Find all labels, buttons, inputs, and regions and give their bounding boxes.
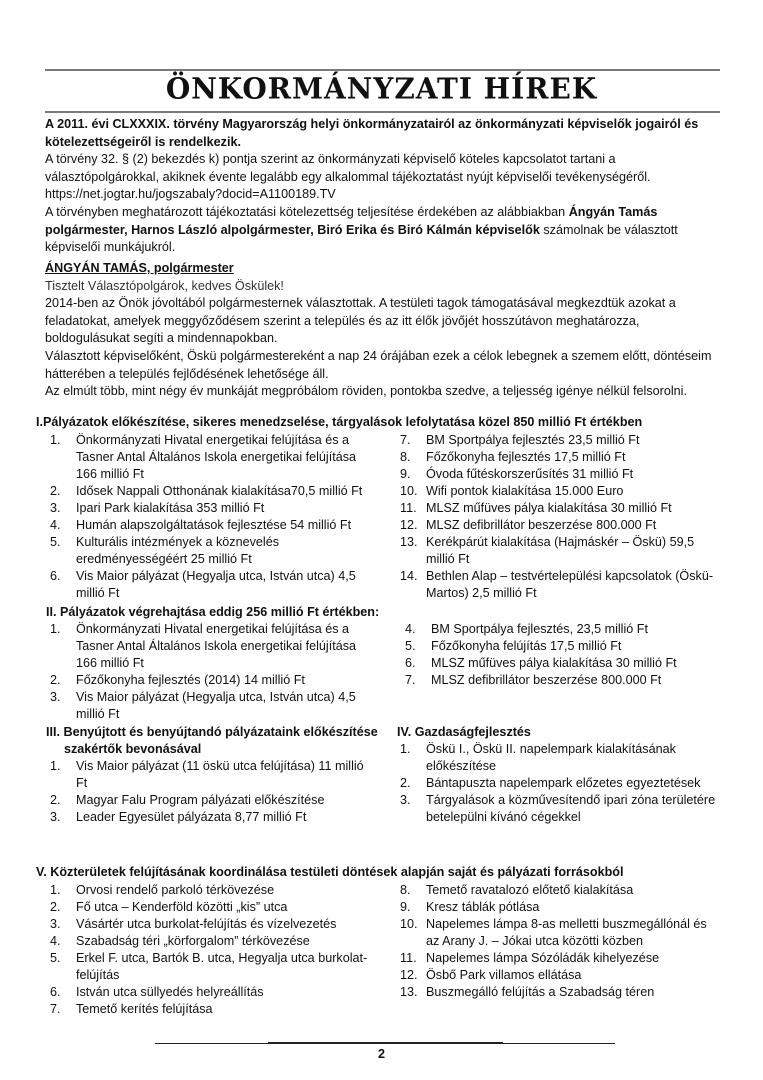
list-item-number: 4. bbox=[50, 934, 61, 948]
list-item-text: Erkel F. utca, Bartók B. utca, Hegyalja utca burkolat-felújítás bbox=[76, 951, 368, 982]
list-item-number: 7. bbox=[405, 673, 416, 687]
list-item bbox=[50, 809, 370, 826]
list-item-text: Humán alapszolgáltatások fejlesztése 54 millió Ft bbox=[76, 518, 352, 532]
list-item bbox=[50, 500, 370, 517]
list-item-number: 4. bbox=[50, 518, 61, 532]
list-item-number: 6. bbox=[405, 656, 416, 670]
list-item-text: Öskü I., Öskü II. napelempark kialakításának előkészítése bbox=[426, 742, 676, 773]
list-item-text: BM Sportpálya fejlesztés 23,5 millió Ft bbox=[426, 433, 640, 447]
section-1-heading: I.Pályázatok előkészítése, sikeres menedzselése, tárgyalások lefolytatása közel 850 millió Ft értékben bbox=[36, 415, 643, 429]
list-item-text: Kresz táblák pótlása bbox=[426, 900, 540, 914]
section-2-heading: II. Pályázatok végrehajtása eddig 256 millió Ft értékben: bbox=[46, 605, 380, 619]
list-item-number: 3. bbox=[50, 917, 61, 931]
list-item bbox=[50, 933, 370, 950]
list-item-number: 3. bbox=[50, 690, 61, 704]
list-item-number: 5. bbox=[50, 535, 61, 549]
list-item bbox=[405, 638, 725, 655]
list-item-number: 12. bbox=[400, 968, 418, 982]
list-item-text: Főzőkonyha fejlesztés (2014) 14 millió Ft bbox=[76, 673, 305, 687]
list-item bbox=[400, 568, 720, 602]
list-item-text: Ösbő Park villamos ellátása bbox=[426, 968, 582, 982]
list-item bbox=[50, 899, 370, 916]
list-item-number: 2. bbox=[400, 776, 411, 790]
footer-rule-left bbox=[155, 1043, 270, 1044]
list-item-text: Óvoda fűtéskorszerűsítés 31 millió Ft bbox=[426, 467, 634, 481]
section-2-list-left bbox=[50, 621, 370, 723]
list-item bbox=[400, 984, 720, 1001]
list-item bbox=[405, 621, 725, 638]
list-item-number: 5. bbox=[50, 951, 61, 965]
list-item-text: Bethlen Alap – testvértelepülési kapcsolatok (Öskü-Martos) 2,5 millió Ft bbox=[426, 569, 714, 600]
report-intro-text-a: A törvényben meghatározott tájékoztatási kötelezettség teljesítése érdekében az alábbiakban bbox=[45, 204, 569, 219]
list-item-text: MLSZ műfüves pálya kialakítása 30 millió Ft bbox=[431, 656, 677, 670]
list-item-text: Vis Maior pályázat (Hegyalja utca, István utca) 4,5 millió Ft bbox=[76, 690, 356, 721]
list-item-text: Önkormányzati Hivatal energetikai felújítása és a Tasner Antal Általános Iskola energetikai felújítása 166 millió Ft bbox=[76, 622, 357, 670]
list-item-number: 7. bbox=[50, 1002, 61, 1016]
footer-rule-right bbox=[500, 1043, 615, 1044]
list-item-number: 1. bbox=[400, 742, 411, 756]
list-item-number: 9. bbox=[400, 900, 411, 914]
list-item-number: 1. bbox=[50, 622, 61, 636]
page-title: ÖNKORMÁNYZATI HÍREK bbox=[165, 71, 598, 106]
list-item-number: 11. bbox=[400, 501, 417, 515]
list-item-text: Fő utca – Kenderföld közötti „kis” utca bbox=[76, 900, 288, 914]
section-3-heading: III. Benyújtott és benyújtandó pályázataink előkészítése szakértők bevonásával bbox=[46, 725, 378, 756]
list-item-text: MLSZ műfüves pálya kialakítása 30 millió Ft bbox=[426, 501, 672, 515]
list-item bbox=[50, 916, 370, 933]
mayor-report bbox=[45, 260, 725, 401]
list-item-number: 1. bbox=[50, 433, 61, 447]
list-item-number: 2. bbox=[50, 484, 61, 498]
list-item bbox=[400, 449, 720, 466]
footer-rule-center bbox=[268, 1042, 503, 1044]
list-item-number: 9. bbox=[400, 467, 411, 481]
title-underline-rule bbox=[45, 111, 720, 113]
list-item bbox=[50, 483, 370, 500]
list-item-number: 14. bbox=[400, 569, 418, 583]
list-item bbox=[50, 517, 370, 534]
section-1-list-left bbox=[50, 432, 370, 602]
section-2-list-right bbox=[405, 621, 725, 689]
list-item-text: Napelemes lámpa 8-as melletti buszmegállónál és az Arany J. – Jókai utca közötti közben bbox=[426, 917, 707, 948]
list-item bbox=[400, 534, 720, 568]
list-item-number: 2. bbox=[50, 900, 61, 914]
list-item bbox=[400, 517, 720, 534]
list-item-number: 5. bbox=[405, 639, 416, 653]
list-item-number: 2. bbox=[50, 793, 61, 807]
mayor-heading: ÁNGYÁN TAMÁS, polgármester bbox=[45, 261, 234, 275]
list-item-text: Önkormányzati Hivatal energetikai felújítása és a Tasner Antal Általános Iskola energetikai felújítása 166 millió Ft bbox=[76, 433, 357, 481]
list-item-text: Tárgyalások a közművesítendő ipari zóna területére betelepülni kívánó cégekkel bbox=[426, 793, 716, 824]
list-item-number: 1. bbox=[50, 759, 61, 773]
list-item-text: Leader Egyesület pályázata 8,77 millió Ft bbox=[76, 810, 307, 824]
law-paragraph: A törvény 32. § (2) bekezdés k) pontja szerint az önkormányzati képviselő köteles kapcsolatot tartani a választópolgárokkal, akiknek évente legalább egy alkalommal tájékoztatást nyújt képviselői tevékenységéről. https://net.jogtar.hu/jogszabaly?docid=A1100189.TV bbox=[45, 152, 651, 202]
intro-block bbox=[45, 116, 725, 257]
list-item-text: Idősek Nappali Otthonának kialakítása70,5 millió Ft bbox=[76, 484, 363, 498]
list-item bbox=[400, 432, 720, 449]
list-item bbox=[50, 534, 370, 568]
list-item-number: 4. bbox=[405, 622, 416, 636]
list-item bbox=[50, 882, 370, 899]
list-item bbox=[50, 792, 370, 809]
list-item bbox=[400, 741, 720, 775]
list-item bbox=[400, 899, 720, 916]
list-item-text: MLSZ defibrillátor beszerzése 800.000 Ft bbox=[431, 673, 662, 687]
list-item-text: Ipari Park kialakítása 353 millió Ft bbox=[76, 501, 265, 515]
list-item-text: Főzőkonyha felújítás 17,5 millió Ft bbox=[431, 639, 622, 653]
list-item bbox=[405, 655, 725, 672]
list-item-number: 13. bbox=[400, 535, 418, 549]
mayor-paragraph-2: Választott képviselőként, Öskü polgármestereként a nap 24 órájában ezek a célok lebegnek a szemem előtt, döntéseim hátterében a település fejlődésének lehetősége áll. bbox=[45, 348, 712, 381]
report-intro-text-b: számolnak be választott képviselői munkájukról. bbox=[45, 222, 678, 255]
list-item bbox=[50, 432, 370, 483]
list-item bbox=[400, 967, 720, 984]
list-item-text: BM Sportpálya fejlesztés, 23,5 millió Ft bbox=[431, 622, 648, 636]
list-item bbox=[50, 758, 370, 792]
list-item bbox=[50, 568, 370, 602]
list-item-text: István utca süllyedés helyreállítás bbox=[76, 985, 264, 999]
list-item-text: Vis Maior pályázat (Hegyalja utca, István utca) 4,5 millió Ft bbox=[76, 569, 356, 600]
section-5-list-left bbox=[50, 882, 370, 1018]
list-item-number: 8. bbox=[400, 450, 411, 464]
list-item-number: 3. bbox=[400, 793, 411, 807]
list-item-text: Vis Maior pályázat (11 öskü utca felújítása) 11 millió Ft bbox=[76, 759, 364, 790]
list-item bbox=[50, 950, 370, 984]
list-item bbox=[400, 775, 720, 792]
mayor-paragraph-1: 2014-ben az Önök jóvoltából polgármesternek választottak. A testületi tagok támogatásával megkezdtük azokat a feladatokat, amelyek meggyőződésem szerint a település és az itt élők jövőjét hosszútávon meghatározza, boldogulásukat segíti a mindennapokban. bbox=[45, 296, 676, 346]
list-item-text: Kerékpárút kialakítása (Hajmáskér – Öskü) 59,5 millió Ft bbox=[426, 535, 695, 566]
list-item-number: 11. bbox=[400, 951, 417, 965]
section-3-list bbox=[50, 758, 370, 826]
list-item-text: Főzőkonyha fejlesztés 17,5 millió Ft bbox=[426, 450, 626, 464]
list-item-number: 13. bbox=[400, 985, 418, 999]
list-item-number: 6. bbox=[50, 569, 61, 583]
page-number: 2 bbox=[377, 1047, 385, 1061]
list-item-text: Kulturális intézmények a köznevelés eredményességéért 25 millió Ft bbox=[76, 535, 280, 566]
law-statement: A 2011. évi CLXXXIX. törvény Magyarország helyi önkormányzatairól az önkormányzati képviselők jogairól és kötelezettségeiről is rendelkezik. bbox=[45, 117, 699, 149]
list-item-number: 2. bbox=[50, 673, 61, 687]
list-item bbox=[400, 483, 720, 500]
list-item-text: Temető kerítés felújítása bbox=[76, 1002, 213, 1016]
section-5-heading: V. Közterületek felújításának koordinálása testületi döntések alapján saját és pályázati forrásokból bbox=[36, 865, 624, 879]
section-4-list bbox=[400, 741, 720, 826]
list-item-number: 6. bbox=[50, 985, 61, 999]
list-item-text: Magyar Falu Program pályázati előkészítése bbox=[76, 793, 325, 807]
report-intro-names: Ángyán Tamás polgármester, Harnos László alpolgármester, Biró Erika és Biró Kálmán képviselők bbox=[45, 204, 658, 237]
section-1-list-right bbox=[400, 432, 720, 602]
list-item-text: Buszmegálló felújítás a Szabadság téren bbox=[426, 985, 655, 999]
list-item-number: 8. bbox=[400, 883, 411, 897]
list-item bbox=[400, 916, 720, 950]
list-item-text: Bántapuszta napelempark előzetes egyeztetések bbox=[426, 776, 701, 790]
list-item bbox=[50, 621, 370, 672]
list-item bbox=[400, 500, 720, 517]
list-item-text: Szabadság téri „körforgalom” térkövezése bbox=[76, 934, 310, 948]
list-item-text: Vásártér utca burkolat-felújítás és vízelvezetés bbox=[76, 917, 337, 931]
list-item-text: Temető ravatalozó előtető kialakítása bbox=[426, 883, 634, 897]
section-5-list-right bbox=[400, 882, 720, 1001]
list-item bbox=[400, 882, 720, 899]
list-item bbox=[400, 950, 720, 967]
list-item bbox=[50, 672, 370, 689]
list-item bbox=[405, 672, 725, 689]
list-item bbox=[400, 466, 720, 483]
list-item-text: Orvosi rendelő parkoló térkövezése bbox=[76, 883, 275, 897]
list-item-number: 1. bbox=[50, 883, 61, 897]
list-item bbox=[50, 689, 370, 723]
report-intro-paragraph bbox=[45, 204, 725, 257]
list-item-text: Wifi pontok kialakítása 15.000 Euro bbox=[426, 484, 624, 498]
section-4-heading: IV. Gazdaságfejlesztés bbox=[397, 725, 531, 739]
list-item-number: 12. bbox=[400, 518, 418, 532]
list-item-number: 10. bbox=[400, 484, 418, 498]
list-item-text: Napelemes lámpa Sózóládák kihelyezése bbox=[426, 951, 660, 965]
list-item-number: 7. bbox=[400, 433, 411, 447]
mayor-greeting: Tisztelt Választópolgárok, kedves Öskülek! bbox=[45, 278, 284, 293]
list-item bbox=[50, 1001, 370, 1018]
list-item-number: 3. bbox=[50, 501, 61, 515]
list-item bbox=[50, 984, 370, 1001]
list-item-text: MLSZ defibrillátor beszerzése 800.000 Ft bbox=[426, 518, 657, 532]
list-item-number: 10. bbox=[400, 917, 418, 931]
list-item-number: 3. bbox=[50, 810, 61, 824]
mayor-paragraph-3: Az elmúlt több, mint négy év munkáját megpróbálom röviden, pontokba szedve, a teljesség igénye nélkül felsorolni. bbox=[45, 384, 687, 399]
list-item bbox=[400, 792, 720, 826]
